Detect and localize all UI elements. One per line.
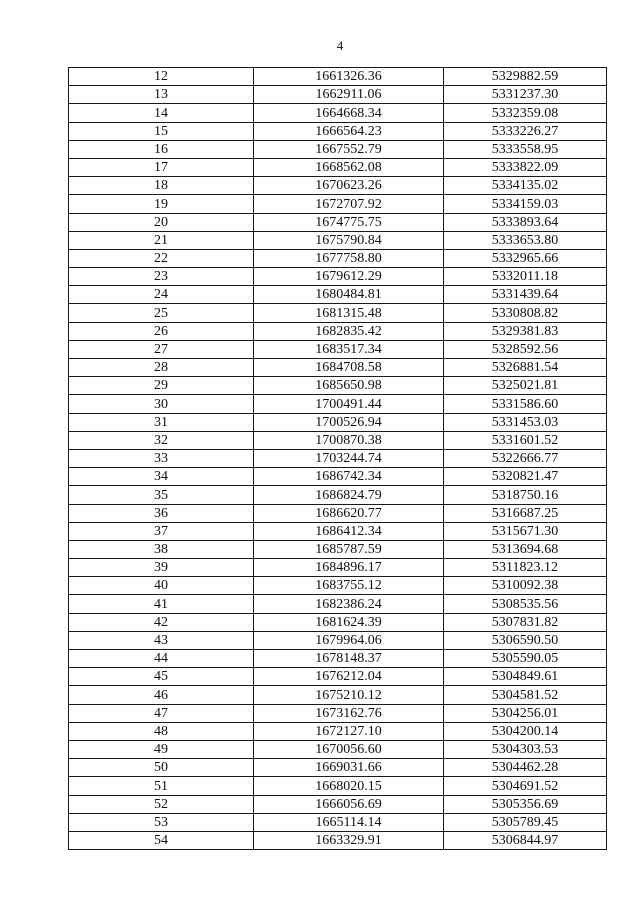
y-coordinate-cell: 5331439.64 (444, 286, 607, 304)
x-coordinate-cell: 1668020.15 (254, 777, 444, 795)
point-number-cell: 20 (69, 213, 254, 231)
x-coordinate-cell: 1668562.08 (254, 158, 444, 176)
x-coordinate-cell: 1667552.79 (254, 140, 444, 158)
y-coordinate-cell: 5304462.28 (444, 759, 607, 777)
y-coordinate-cell: 5333822.09 (444, 158, 607, 176)
point-number-cell: 14 (69, 104, 254, 122)
point-number-cell: 30 (69, 395, 254, 413)
x-coordinate-cell: 1670623.26 (254, 177, 444, 195)
point-number-cell: 23 (69, 268, 254, 286)
x-coordinate-cell: 1700870.38 (254, 431, 444, 449)
point-number-cell: 52 (69, 795, 254, 813)
point-number-cell: 37 (69, 522, 254, 540)
point-number-cell: 41 (69, 595, 254, 613)
y-coordinate-cell: 5306590.50 (444, 631, 607, 649)
x-coordinate-cell: 1685650.98 (254, 377, 444, 395)
y-coordinate-cell: 5305356.69 (444, 795, 607, 813)
x-coordinate-cell: 1684708.58 (254, 359, 444, 377)
point-number-cell: 27 (69, 340, 254, 358)
table-row (69, 722, 607, 740)
y-coordinate-cell: 5320821.47 (444, 468, 607, 486)
table-row (69, 86, 607, 104)
point-number-cell: 54 (69, 831, 254, 849)
y-coordinate-cell: 5322666.77 (444, 449, 607, 467)
table-row (69, 68, 607, 86)
x-coordinate-cell: 1672707.92 (254, 195, 444, 213)
table-row (69, 431, 607, 449)
table-row (69, 813, 607, 831)
x-coordinate-cell: 1661326.36 (254, 68, 444, 86)
y-coordinate-cell: 5333653.80 (444, 231, 607, 249)
point-number-cell: 25 (69, 304, 254, 322)
y-coordinate-cell: 5315671.30 (444, 522, 607, 540)
y-coordinate-cell: 5329882.59 (444, 68, 607, 86)
x-coordinate-cell: 1678148.37 (254, 650, 444, 668)
table-row (69, 177, 607, 195)
point-number-cell: 16 (69, 140, 254, 158)
table-row (69, 577, 607, 595)
point-number-cell: 43 (69, 631, 254, 649)
coordinates-table-body (69, 68, 607, 850)
y-coordinate-cell: 5325021.81 (444, 377, 607, 395)
table-row (69, 795, 607, 813)
x-coordinate-cell: 1666564.23 (254, 122, 444, 140)
point-number-cell: 34 (69, 468, 254, 486)
y-coordinate-cell: 5330808.82 (444, 304, 607, 322)
point-number-cell: 45 (69, 668, 254, 686)
point-number-cell: 12 (69, 68, 254, 86)
x-coordinate-cell: 1679612.29 (254, 268, 444, 286)
x-coordinate-cell: 1664668.34 (254, 104, 444, 122)
table-row (69, 304, 607, 322)
table-row (69, 831, 607, 849)
point-number-cell: 28 (69, 359, 254, 377)
x-coordinate-cell: 1675790.84 (254, 231, 444, 249)
table-row (69, 268, 607, 286)
y-coordinate-cell: 5331237.30 (444, 86, 607, 104)
x-coordinate-cell: 1672127.10 (254, 722, 444, 740)
y-coordinate-cell: 5307831.82 (444, 613, 607, 631)
point-number-cell: 31 (69, 413, 254, 431)
point-number-cell: 15 (69, 122, 254, 140)
y-coordinate-cell: 5332011.18 (444, 268, 607, 286)
x-coordinate-cell: 1700526.94 (254, 413, 444, 431)
point-number-cell: 18 (69, 177, 254, 195)
point-number-cell: 50 (69, 759, 254, 777)
x-coordinate-cell: 1686742.34 (254, 468, 444, 486)
table-row (69, 395, 607, 413)
point-number-cell: 32 (69, 431, 254, 449)
point-number-cell: 44 (69, 650, 254, 668)
point-number-cell: 46 (69, 686, 254, 704)
table-row (69, 540, 607, 558)
x-coordinate-cell: 1681624.39 (254, 613, 444, 631)
x-coordinate-cell: 1674775.75 (254, 213, 444, 231)
table-row (69, 686, 607, 704)
table-row (69, 231, 607, 249)
table-row (69, 449, 607, 467)
x-coordinate-cell: 1686620.77 (254, 504, 444, 522)
x-coordinate-cell: 1686412.34 (254, 522, 444, 540)
table-row (69, 486, 607, 504)
x-coordinate-cell: 1683755.12 (254, 577, 444, 595)
x-coordinate-cell: 1666056.69 (254, 795, 444, 813)
y-coordinate-cell: 5311823.12 (444, 559, 607, 577)
x-coordinate-cell: 1685787.59 (254, 540, 444, 558)
y-coordinate-cell: 5334159.03 (444, 195, 607, 213)
x-coordinate-cell: 1673162.76 (254, 704, 444, 722)
point-number-cell: 33 (69, 449, 254, 467)
x-coordinate-cell: 1670056.60 (254, 740, 444, 758)
point-number-cell: 39 (69, 559, 254, 577)
table-row (69, 413, 607, 431)
point-number-cell: 13 (69, 86, 254, 104)
point-number-cell: 19 (69, 195, 254, 213)
table-row (69, 213, 607, 231)
point-number-cell: 49 (69, 740, 254, 758)
page-number: 4 (336, 38, 344, 53)
point-number-cell: 40 (69, 577, 254, 595)
y-coordinate-cell: 5333893.64 (444, 213, 607, 231)
table-row (69, 468, 607, 486)
y-coordinate-cell: 5305789.45 (444, 813, 607, 831)
y-coordinate-cell: 5331601.52 (444, 431, 607, 449)
y-coordinate-cell: 5304303.53 (444, 740, 607, 758)
table-row (69, 522, 607, 540)
y-coordinate-cell: 5310092.38 (444, 577, 607, 595)
y-coordinate-cell: 5333226.27 (444, 122, 607, 140)
y-coordinate-cell: 5332965.66 (444, 249, 607, 267)
y-coordinate-cell: 5331453.03 (444, 413, 607, 431)
point-number-cell: 26 (69, 322, 254, 340)
point-number-cell: 21 (69, 231, 254, 249)
y-coordinate-cell: 5308535.56 (444, 595, 607, 613)
point-number-cell: 17 (69, 158, 254, 176)
table-row (69, 740, 607, 758)
table-row (69, 759, 607, 777)
x-coordinate-cell: 1682835.42 (254, 322, 444, 340)
table-row (69, 613, 607, 631)
point-number-cell: 53 (69, 813, 254, 831)
table-row (69, 668, 607, 686)
table-row (69, 122, 607, 140)
table-row (69, 140, 607, 158)
table-row (69, 359, 607, 377)
y-coordinate-cell: 5331586.60 (444, 395, 607, 413)
point-number-cell: 29 (69, 377, 254, 395)
y-coordinate-cell: 5328592.56 (444, 340, 607, 358)
table-row (69, 504, 607, 522)
x-coordinate-cell: 1684896.17 (254, 559, 444, 577)
x-coordinate-cell: 1681315.48 (254, 304, 444, 322)
x-coordinate-cell: 1663329.91 (254, 831, 444, 849)
table-row (69, 704, 607, 722)
point-number-cell: 51 (69, 777, 254, 795)
point-number-cell: 48 (69, 722, 254, 740)
table-row (69, 650, 607, 668)
x-coordinate-cell: 1683517.34 (254, 340, 444, 358)
point-number-cell: 22 (69, 249, 254, 267)
y-coordinate-cell: 5313694.68 (444, 540, 607, 558)
table-row (69, 559, 607, 577)
table-row (69, 322, 607, 340)
table-row (69, 195, 607, 213)
y-coordinate-cell: 5316687.25 (444, 504, 607, 522)
point-number-cell: 42 (69, 613, 254, 631)
point-number-cell: 35 (69, 486, 254, 504)
table-row (69, 104, 607, 122)
table-row (69, 595, 607, 613)
point-number-cell: 36 (69, 504, 254, 522)
x-coordinate-cell: 1700491.44 (254, 395, 444, 413)
y-coordinate-cell: 5318750.16 (444, 486, 607, 504)
y-coordinate-cell: 5333558.95 (444, 140, 607, 158)
table-row (69, 158, 607, 176)
y-coordinate-cell: 5304691.52 (444, 777, 607, 795)
x-coordinate-cell: 1675210.12 (254, 686, 444, 704)
x-coordinate-cell: 1680484.81 (254, 286, 444, 304)
y-coordinate-cell: 5334135.02 (444, 177, 607, 195)
coordinates-table (68, 67, 607, 850)
y-coordinate-cell: 5332359.08 (444, 104, 607, 122)
y-coordinate-cell: 5304581.52 (444, 686, 607, 704)
table-row (69, 340, 607, 358)
x-coordinate-cell: 1669031.66 (254, 759, 444, 777)
table-row (69, 631, 607, 649)
x-coordinate-cell: 1662911.06 (254, 86, 444, 104)
y-coordinate-cell: 5304200.14 (444, 722, 607, 740)
point-number-cell: 38 (69, 540, 254, 558)
y-coordinate-cell: 5329381.83 (444, 322, 607, 340)
y-coordinate-cell: 5305590.05 (444, 650, 607, 668)
point-number-cell: 47 (69, 704, 254, 722)
table-row (69, 777, 607, 795)
x-coordinate-cell: 1677758.80 (254, 249, 444, 267)
y-coordinate-cell: 5304849.61 (444, 668, 607, 686)
x-coordinate-cell: 1682386.24 (254, 595, 444, 613)
x-coordinate-cell: 1703244.74 (254, 449, 444, 467)
table-row (69, 377, 607, 395)
point-number-cell: 24 (69, 286, 254, 304)
y-coordinate-cell: 5326881.54 (444, 359, 607, 377)
x-coordinate-cell: 1676212.04 (254, 668, 444, 686)
table-row (69, 286, 607, 304)
y-coordinate-cell: 5304256.01 (444, 704, 607, 722)
table-row (69, 249, 607, 267)
x-coordinate-cell: 1665114.14 (254, 813, 444, 831)
y-coordinate-cell: 5306844.97 (444, 831, 607, 849)
x-coordinate-cell: 1686824.79 (254, 486, 444, 504)
x-coordinate-cell: 1679964.06 (254, 631, 444, 649)
